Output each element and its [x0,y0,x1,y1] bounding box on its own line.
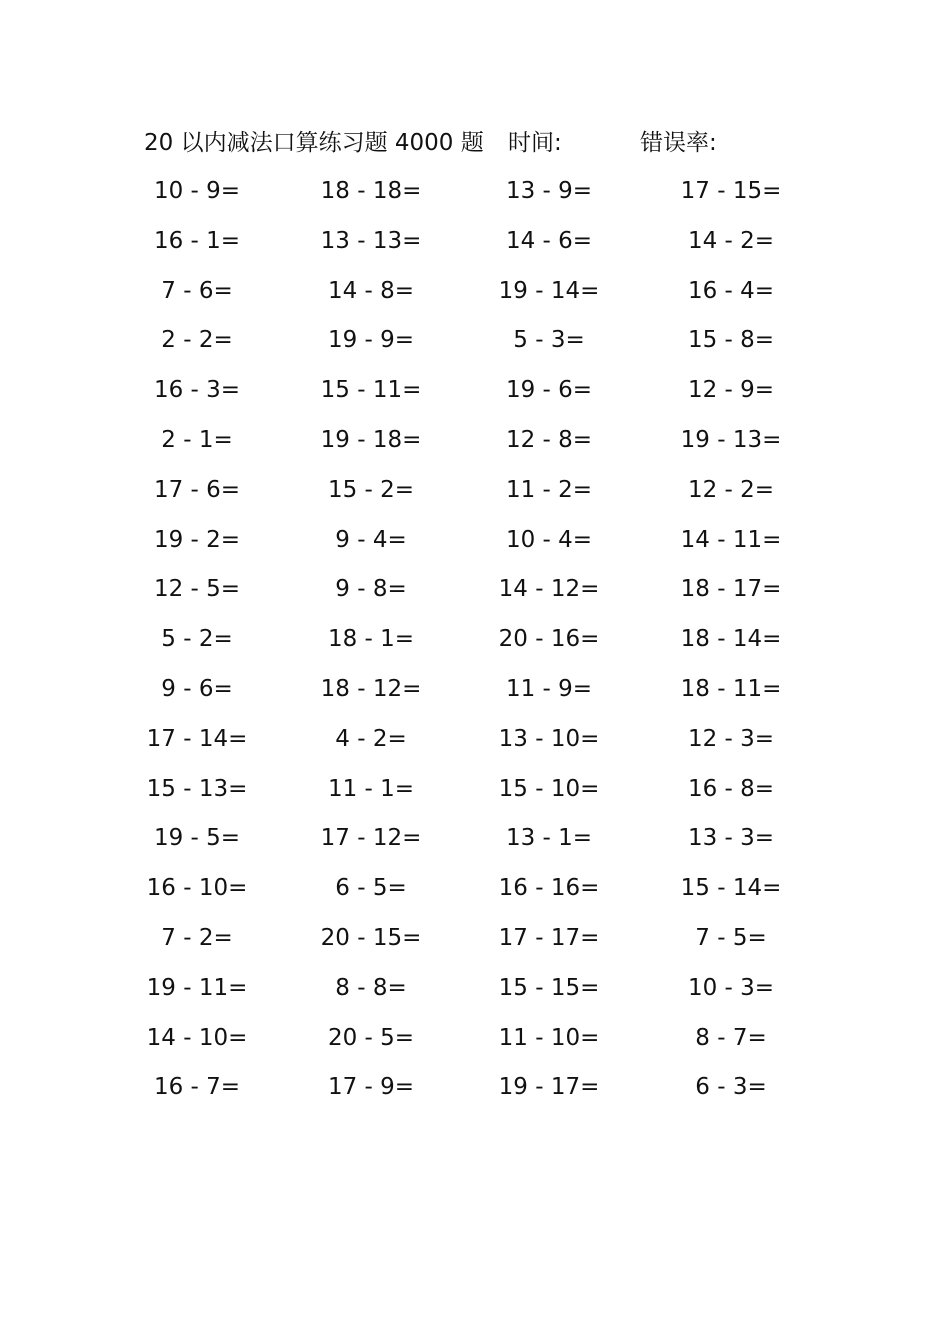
problem-cell: 18 - 1= [327,626,415,653]
problem-cell: 15 - 15= [498,974,600,1001]
problem-cell: 17 - 14= [146,725,248,752]
problem-cell: 7 - 5= [695,924,767,951]
problem-cell: 19 - 2= [153,526,241,553]
problem-cell: 2 - 1= [161,426,233,453]
problem-cell: 17 - 15= [680,178,782,204]
problem-cell: 17 - 9= [327,1074,415,1101]
problem-cell: 10 - 3= [687,974,775,1001]
worksheet-title: 20 以内减法口算练习题 4000 题 [144,130,484,156]
problem-cell: 17 - 6= [153,476,241,503]
problem-cell: 6 - 5= [335,875,407,902]
problem-cell: 20 - 5= [327,1024,415,1051]
problem-cell: 8 - 7= [695,1024,767,1051]
problem-cell: 18 - 12= [320,675,422,702]
problem-cell: 2 - 2= [161,327,233,354]
problem-cell: 13 - 1= [505,825,593,852]
problem-cell: 15 - 8= [687,327,775,354]
problem-cell: 9 - 4= [335,526,407,553]
problem-cell: 5 - 2= [161,626,233,653]
problem-cell: 10 - 4= [505,526,593,553]
problem-cell: 20 - 16= [498,626,600,653]
problem-row [0,1068,950,1118]
problem-cell: 13 - 3= [687,825,775,852]
worksheet-header [0,126,950,160]
problem-cell: 16 - 8= [687,775,775,802]
problem-cell: 9 - 8= [335,576,407,603]
problem-cell: 5 - 3= [513,327,585,354]
problem-cell: 14 - 2= [687,227,775,254]
problem-cell: 4 - 2= [335,725,407,752]
problem-grid [0,172,950,1118]
problem-cell: 13 - 10= [498,725,600,752]
problem-cell: 12 - 2= [687,476,775,503]
problem-row [0,720,950,770]
problem-cell: 12 - 9= [687,377,775,404]
error-rate-label: 错误率: [640,130,717,156]
problem-cell: 15 - 13= [146,775,248,802]
problem-cell: 6 - 3= [695,1074,767,1101]
problem-cell: 18 - 14= [680,626,782,653]
problem-cell: 8 - 8= [335,974,407,1001]
problem-row [0,620,950,670]
problem-cell: 15 - 2= [327,476,415,503]
problem-cell: 7 - 6= [161,277,233,304]
problem-row [0,321,950,371]
problem-cell: 14 - 6= [505,227,593,254]
problem-cell: 19 - 14= [498,277,600,304]
problem-cell: 15 - 10= [498,775,600,802]
problem-row [0,770,950,820]
problem-cell: 19 - 11= [146,974,248,1001]
problem-cell: 12 - 3= [687,725,775,752]
problem-cell: 12 - 5= [153,576,241,603]
problem-cell: 11 - 2= [505,476,593,503]
problem-row [0,471,950,521]
problem-cell: 19 - 9= [327,327,415,354]
problem-cell: 16 - 1= [153,227,241,254]
problem-cell: 18 - 18= [320,178,422,204]
problem-cell: 15 - 14= [680,875,782,902]
problem-cell: 10 - 9= [153,178,241,204]
problem-cell: 17 - 17= [498,924,600,951]
problem-cell: 16 - 10= [146,875,248,902]
problem-cell: 19 - 5= [153,825,241,852]
problem-row [0,919,950,969]
problem-cell: 12 - 8= [505,426,593,453]
problem-cell: 11 - 10= [498,1024,600,1051]
problem-row [0,222,950,272]
problem-row [0,670,950,720]
problem-cell: 19 - 18= [320,426,422,453]
problem-cell: 9 - 6= [161,675,233,702]
problem-cell: 19 - 17= [498,1074,600,1101]
problem-cell: 17 - 12= [320,825,422,852]
problem-cell: 14 - 8= [327,277,415,304]
problem-cell: 19 - 6= [505,377,593,404]
problem-row [0,1019,950,1069]
problem-row [0,371,950,421]
problem-cell: 11 - 9= [505,675,593,702]
problem-cell: 16 - 7= [153,1074,241,1101]
problem-cell: 18 - 17= [680,576,782,603]
problem-cell: 7 - 2= [161,924,233,951]
problem-cell: 20 - 15= [320,924,422,951]
problem-cell: 16 - 4= [687,277,775,304]
problem-cell: 14 - 11= [680,526,782,553]
problem-row [0,172,950,222]
problem-cell: 13 - 9= [505,178,593,204]
problem-cell: 19 - 13= [680,426,782,453]
problem-row [0,570,950,620]
problem-row [0,521,950,571]
time-label: 时间: [508,130,562,156]
problem-cell: 16 - 16= [498,875,600,902]
problem-cell: 15 - 11= [320,377,422,404]
problem-cell: 13 - 13= [320,227,422,254]
problem-cell: 16 - 3= [153,377,241,404]
problem-row [0,869,950,919]
problem-row [0,969,950,1019]
problem-row [0,819,950,869]
problem-cell: 11 - 1= [327,775,415,802]
problem-cell: 14 - 12= [498,576,600,603]
problem-cell: 18 - 11= [680,675,782,702]
problem-row [0,272,950,322]
problem-cell: 14 - 10= [146,1024,248,1051]
problem-row [0,421,950,471]
